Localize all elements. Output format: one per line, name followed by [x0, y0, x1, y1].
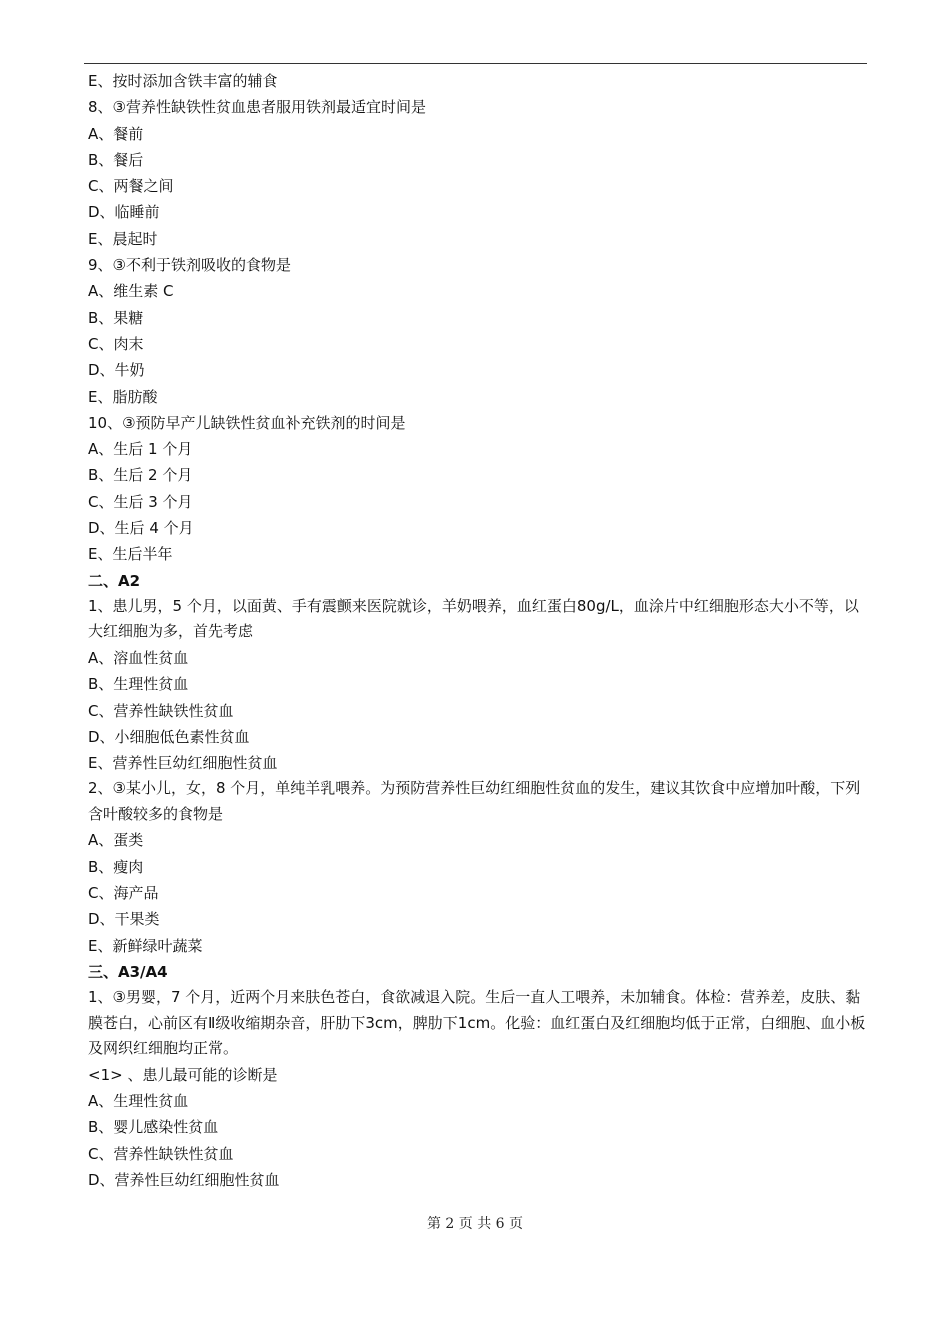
option-line: A、维生素 C	[88, 282, 174, 301]
option-line: A、溶血性贫血	[88, 648, 189, 667]
option-line: B、生后 2 个月	[88, 466, 193, 485]
option-line: E、晨起时	[88, 229, 158, 248]
option-line: E、新鲜绿叶蔬菜	[88, 936, 203, 955]
page-footer: 第 2 页 共 6 页	[426, 1216, 524, 1232]
option-line: B、瘦肉	[88, 857, 144, 876]
case-paragraph: 1、③男婴，7 个月，近两个月来肤色苍白，食欲减退入院。生后一直人工喂养，未加辅食。体检：营养差，皮肤、黏膜苍白，心前区有Ⅱ级收缩期杂音，肝肋下3cm，脾肋下1cm。化验：血红蛋白及红细胞均低于正常，白细胞、血小板及网织红细胞均正常。	[88, 988, 866, 1058]
question-line: 10、③预防早产儿缺铁性贫血补充铁剂的时间是	[88, 413, 406, 432]
question-paragraph: 1、患儿男，5 个月，以面黄、手有震颤来医院就诊，羊奶喂养，血红蛋白80g/L，血涂片中红细胞形态大小不等，以大红细胞为多，首先考虑	[88, 596, 859, 641]
option-line: C、肉末	[88, 334, 144, 353]
option-line: C、营养性缺铁性贫血	[88, 1144, 234, 1163]
option-line: A、生后 1 个月	[88, 440, 193, 459]
option-line: B、婴儿感染性贫血	[88, 1118, 219, 1137]
section-heading-a2: 二、A2	[88, 571, 141, 590]
option-line: B、生理性贫血	[88, 675, 189, 694]
header-rule	[84, 63, 867, 64]
option-line: C、两餐之间	[88, 177, 174, 196]
option-line: B、餐后	[88, 150, 144, 169]
option-line: D、临睡前	[88, 203, 160, 222]
option-line: C、生后 3 个月	[88, 492, 193, 511]
option-line: E、营养性巨幼红细胞性贫血	[88, 754, 278, 773]
option-line: D、小细胞低色素性贫血	[88, 727, 250, 746]
option-line: D、干果类	[88, 910, 160, 929]
option-line: A、生理性贫血	[88, 1092, 189, 1110]
question-line: 8、③营养性缺铁性贫血患者服用铁剂最适宜时间是	[88, 98, 426, 117]
option-line: C、营养性缺铁性贫血	[88, 701, 234, 720]
section-heading-a3a4: 三、A3/A4	[88, 962, 168, 981]
option-line: A、蛋类	[88, 831, 144, 850]
option-line: D、牛奶	[88, 361, 145, 380]
page-content	[88, 68, 870, 1193]
sub-question-line: <1> 、患儿最可能的诊断是	[88, 1065, 278, 1084]
option-line: C、海产品	[88, 884, 159, 903]
question-line: 9、③不利于铁剂吸收的食物是	[88, 256, 291, 275]
option-line: E、生后半年	[88, 545, 173, 564]
option-line: A、餐前	[88, 124, 144, 143]
option-line: D、生后 4 个月	[88, 519, 194, 538]
option-line: D、营养性巨幼红细胞性贫血	[88, 1170, 280, 1189]
question-paragraph: 2、③某小儿，女，8 个月，单纯羊乳喂养。为预防营养性巨幼红细胞性贫血的发生，建议其饮食中应增加叶酸，下列含叶酸较多的食物是	[88, 779, 861, 823]
option-line: E、脂肪酸	[88, 387, 158, 406]
option-line: E、按时添加含铁丰富的辅食	[88, 72, 278, 90]
option-line: B、果糖	[88, 308, 144, 327]
